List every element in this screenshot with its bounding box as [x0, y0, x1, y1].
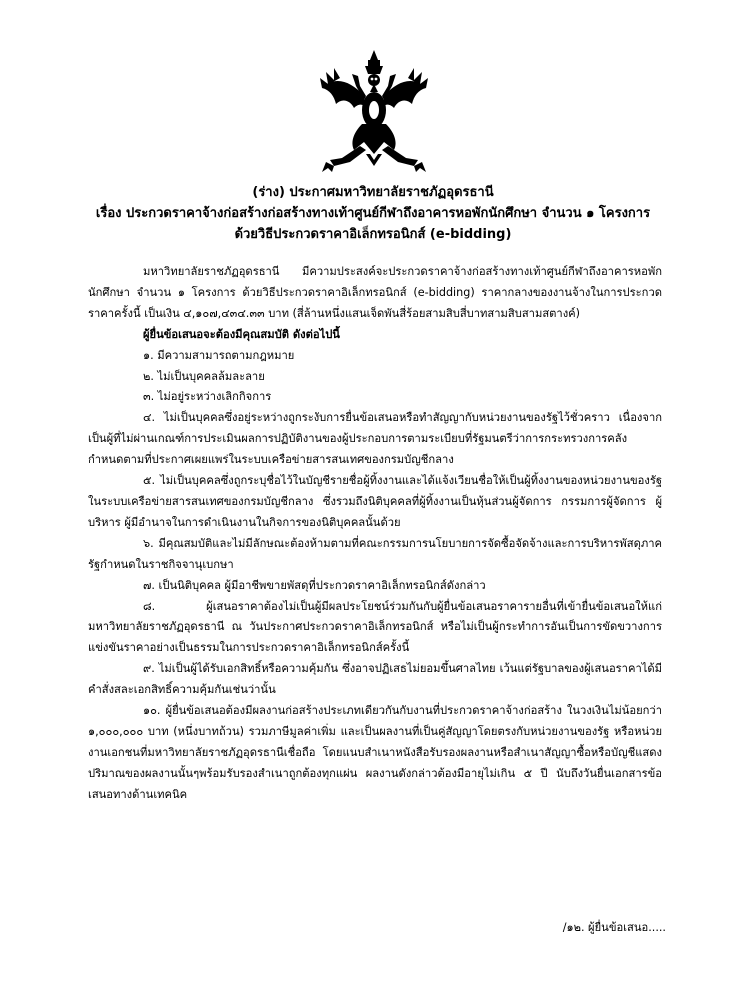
announcement-body — [88, 262, 662, 806]
qualification-item: ๖. มีคุณสมบัติและไม่มีลักษณะต้องห้ามตามที่คณะกรรมการนโยบายการจัดซื้อจัดจ้างและการบริหารพัสดุภาครัฐกำหนดในราชกิจจานุเบกษา — [88, 536, 662, 571]
qualification-item: ๕. ไม่เป็นบุคคลซึ่งถูกระบุชื่อไว้ในบัญชีรายชื่อผู้ทิ้งงานและได้แจ้งเวียนชื่อให้เป็นผู้ทิ้งงานของหน่วยงานของรัฐในระบบเครือข่ายสารสนเทศของกรมบัญชีกลาง ซึ่งรวมถึงนิติบุคคลที่ผู้ทิ้งงานเป็นหุ้นส่วนผู้จัดการ กรรมการผู้จัดการ ผู้บริหาร ผู้มีอำนาจในการดำเนินงานในกิจการของนิติบุคคลนั้นด้วย — [88, 474, 662, 529]
qualifications-heading: ผู้ยื่นข้อเสนอจะต้องมีคุณสมบัติ ดังต่อไปนี้ — [143, 327, 340, 341]
announcement-heading — [20, 182, 726, 245]
continuation-note: /๑๒. ผู้ยื่นข้อเสนอ..... — [562, 921, 666, 934]
intro-paragraph: มหาวิทยาลัยราชภัฏอุดรธานี มีความประสงค์จะประกวดราคาจ้างก่อสร้างทางเท้าศูนย์กีฬาถึงอาคารหอพักนักศึกษา จำนวน ๑ โครงการ ด้วยวิธีประกวดราคาอิเล็กทรอนิกส์ (e-bidding) ราคากลางของงานจ้างในการประกวดราคาครั้งนี้ เป็นเงิน ๔,๑๐๗,๔๓๔.๓๓ บาท (สี่ล้านหนึ่งแสนเจ็ดพันสี่ร้อยสามสิบสี่บาทสามสิบสามสตางค์) — [88, 265, 662, 320]
qualification-item: ๘. ผู้เสนอราคาต้องไม่เป็นผู้มีผลประโยชน์ร่วมกันกับผู้ยื่นข้อเสนอราคารายอื่นที่เข้ายื่นข้อเสนอให้แก่มหาวิทยาลัยราชภัฏอุดรธานี ณ วันประกาศประกวดราคาอิเล็กทรอนิกส์ หรือไม่เป็นผู้กระทำการอันเป็นการขัดขวางการแข่งขันราคาอย่างเป็นธรรมในการประกวดราคาอิเล็กทรอนิกส์ครั้งนี้ — [88, 599, 662, 655]
qualification-item: ๑. มีความสามารถตามกฎหมาย — [143, 348, 295, 362]
garuda-emblem — [320, 50, 428, 172]
qualification-item: ๑๐. ผู้ยื่นข้อเสนอต้องมีผลงานก่อสร้างประเภทเดียวกันกับงานที่ประกวดราคาจ้างก่อสร้าง ในวงเงินไม่น้อยกว่า ๑,๐๐๐,๐๐๐ บาท (หนึ่งบาทถ้วน) รวมภาษีมูลค่าเพิ่ม และเป็นผลงานที่เป็นคู่สัญญาโดยตรงกับหน่วยงานของรัฐ หรือหน่วยงานเอกชนที่มหาวิทยาลัยราชภัฏอุดรธานีเชื่อถือ โดยแนบสำเนาหนังสือรับรองผลงานหรือสำเนาสัญญาซื้อหรือบัญชีแสดงปริมาณของผลงานนั้นๆพร้อมรับรองสำเนาถูกต้องทุกแผ่น ผลงานดังกล่าวต้องมีอายุไม่เกิน ๕ ปี นับถึงวันยื่นเอกสารข้อเสนอทางด้านเทคนิค — [88, 704, 662, 801]
qualification-item: ๓. ไม่อยู่ระหว่างเลิกกิจการ — [143, 390, 272, 404]
qualification-item: ๗. เป็นนิติบุคคล ผู้มีอาชีพขายพัสดุที่ประกวดราคาอิเล็กทรอนิกส์ดังกล่าว — [143, 578, 486, 592]
qualification-item: ๔. ไม่เป็นบุคคลซึ่งอยู่ระหว่างถูกระงับการยื่นข้อเสนอหรือทำสัญญากับหน่วยงานของรัฐไว้ชั่วคราว เนื่องจากเป็นผู้ที่ไม่ผ่านเกณฑ์การประเมินผลการปฏิบัติงานของผู้ประกอบการตามระเบียบที่รัฐมนตรีว่าการกระทรวงการคลังกำหนดตามที่ประกาศเผยแพร่ในระบบเครือข่ายสารสนเทศของกรมบัญชีกลาง — [88, 411, 662, 467]
qualification-item: ๒. ไม่เป็นบุคคลล้มละลาย — [143, 369, 265, 383]
qualification-item: ๙. ไม่เป็นผู้ได้รับเอกสิทธิ์หรือความคุ้มกัน ซึ่งอาจปฏิเสธไม่ยอมขึ้นศาลไทย เว้นแต่รัฐบาลของผู้เสนอราคาได้มีคำสั่งสละเอกสิทธิ์ความคุ้มกันเช่นว่านั้น — [88, 662, 662, 697]
announcement-title: (ร่าง) ประกาศมหาวิทยาลัยราชภัฏอุดรธานี — [252, 185, 494, 200]
announcement-subject: เรื่อง ประกวดราคาจ้างก่อสร้างก่อสร้างทางเท้าศูนย์กีฬาถึงอาคารหอพักนักศึกษา จำนวน ๑ โครงการ — [95, 206, 651, 221]
announcement-method: ด้วยวิธีประกวดราคาอิเล็กทรอนิกส์ (e-bidding) — [234, 227, 512, 242]
